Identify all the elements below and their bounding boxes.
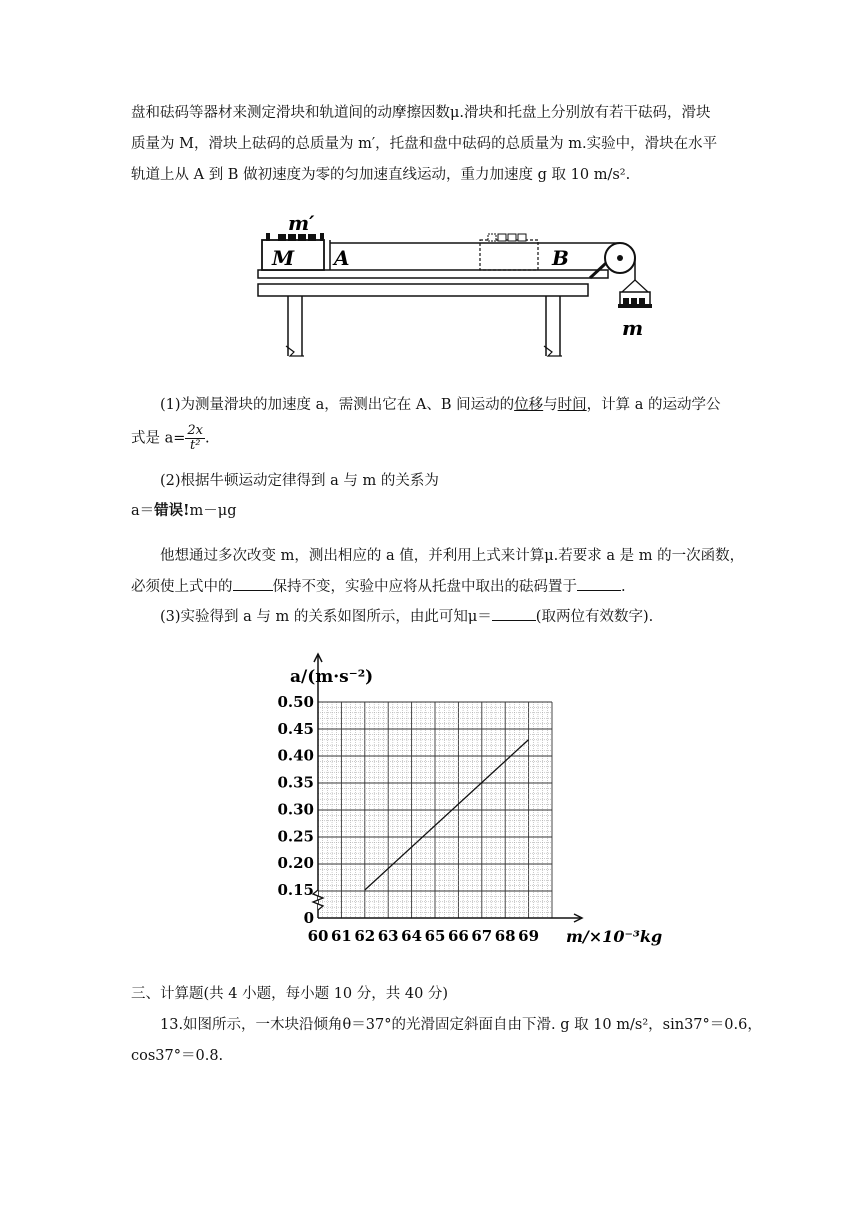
q1-text-b: 与 <box>543 397 558 413</box>
fraction-numerator: 2x <box>187 423 204 438</box>
apparatus-diagram <box>250 210 660 370</box>
y-tick-label: 0.30 <box>277 800 314 819</box>
q2-text-c: . <box>621 579 626 595</box>
y-tick-label: 0.40 <box>277 746 314 765</box>
q3-text-a: (3)实验得到 a 与 m 的关系如图所示，由此可知μ＝ <box>160 609 492 625</box>
q1-text-a: (1)为测量滑块的加速度 a，需测出它在 A、B 间运动的 <box>160 397 515 413</box>
y-tick-label: 0.15 <box>277 881 314 899</box>
q2-formula-lhs: a＝ <box>131 503 155 519</box>
y-tick-label: 0.35 <box>277 773 314 792</box>
x-tick-label: 67 <box>471 927 493 945</box>
y-tick-label: 0.50 <box>277 693 314 711</box>
q2-text-b: 保持不变，实验中应将从托盘中取出的砝码置于 <box>272 579 577 595</box>
series-line <box>365 740 529 890</box>
y-axis-break <box>313 890 323 910</box>
label-B: B <box>552 246 569 270</box>
x-tick-label: 65 <box>424 927 446 945</box>
q2-line-4 <box>131 576 626 597</box>
q3-text-b: (取两位有效数字). <box>535 609 654 625</box>
blank-1 <box>233 576 273 591</box>
x-tick-label: 64 <box>401 927 423 945</box>
label-m-prime: m′ <box>288 211 315 235</box>
y-tick-label: 0.25 <box>277 827 314 846</box>
q1-line-2 <box>131 424 210 453</box>
y-axis-label: a/(m·s⁻²) <box>290 667 374 687</box>
intro-line-3: 轨道上从 A 到 B 做初速度为零的匀加速直线运动，重力加速度 g 取 10 m/s². <box>131 167 631 183</box>
q1-text-e: . <box>205 430 210 447</box>
label-m: m <box>622 316 644 340</box>
section-heading: 三、计算题(共 4 小题，每小题 10 分，共 40 分) <box>131 986 449 1002</box>
blank-3 <box>492 606 536 621</box>
q2-line-3: 他想通过多次改变 m，测出相应的 a 值，并利用上式来计算μ.若要求 a 是 m 的一次函数， <box>160 548 745 564</box>
x-tick-label: 69 <box>518 927 540 945</box>
q3-line-1 <box>160 606 653 627</box>
q1-answer-displacement: 位移 <box>514 397 544 413</box>
q2-line-1: (2)根据牛顿运动定律得到 a 与 m 的关系为 <box>160 473 439 489</box>
label-M: M <box>272 246 295 270</box>
x-tick-label: 63 <box>377 927 399 945</box>
y-tick-label: 0.45 <box>277 719 314 738</box>
q1-formula-lhs: 式是 a= <box>131 430 186 447</box>
q13-line-2: cos37°＝0.8. <box>131 1048 224 1064</box>
intro-line-1: 盘和砝码等器材来测定滑块和轨道间的动摩擦因数μ.滑块和托盘上分别放有若干砝码，滑块 <box>131 105 711 121</box>
chart-grid <box>318 702 552 918</box>
q1-formula-fraction <box>185 424 205 453</box>
blank-2 <box>577 576 621 591</box>
x-tick-label: 68 <box>494 927 516 945</box>
q1-line-1 <box>160 395 721 415</box>
x-tick-label: 66 <box>447 927 469 945</box>
x-tick-label: 61 <box>330 927 352 945</box>
y-tick-label: 0 <box>303 909 314 927</box>
intro-line-2: 质量为 M，滑块上砝码的总质量为 m′，托盘和盘中砝码的总质量为 m.实验中，滑块在水平 <box>131 136 718 152</box>
y-tick-label: 0.20 <box>277 854 314 873</box>
q13-line-1: 13.如图所示，一木块沿倾角θ＝37°的光滑固定斜面自由下滑. g 取 10 m/s²，sin37°＝0.6， <box>160 1017 762 1033</box>
label-A: A <box>334 246 350 270</box>
q1-answer-time: 时间 <box>557 397 587 413</box>
x-tick-label: 62 <box>354 927 376 945</box>
x-axis-label: m/×10⁻³kg <box>566 927 663 946</box>
a-vs-m-chart <box>260 650 663 950</box>
q2-formula-rhs: m－μg <box>189 503 237 519</box>
fraction-denominator: t² <box>189 438 201 453</box>
q2-formula <box>131 501 237 521</box>
q2-formula-error: 错误! <box>154 502 190 519</box>
chart-axes <box>313 654 582 922</box>
q2-text-a: 必须使上式中的 <box>131 579 233 595</box>
q1-text-c: ，计算 a 的运动学公 <box>586 397 721 413</box>
x-tick-label: 60 <box>307 927 329 945</box>
